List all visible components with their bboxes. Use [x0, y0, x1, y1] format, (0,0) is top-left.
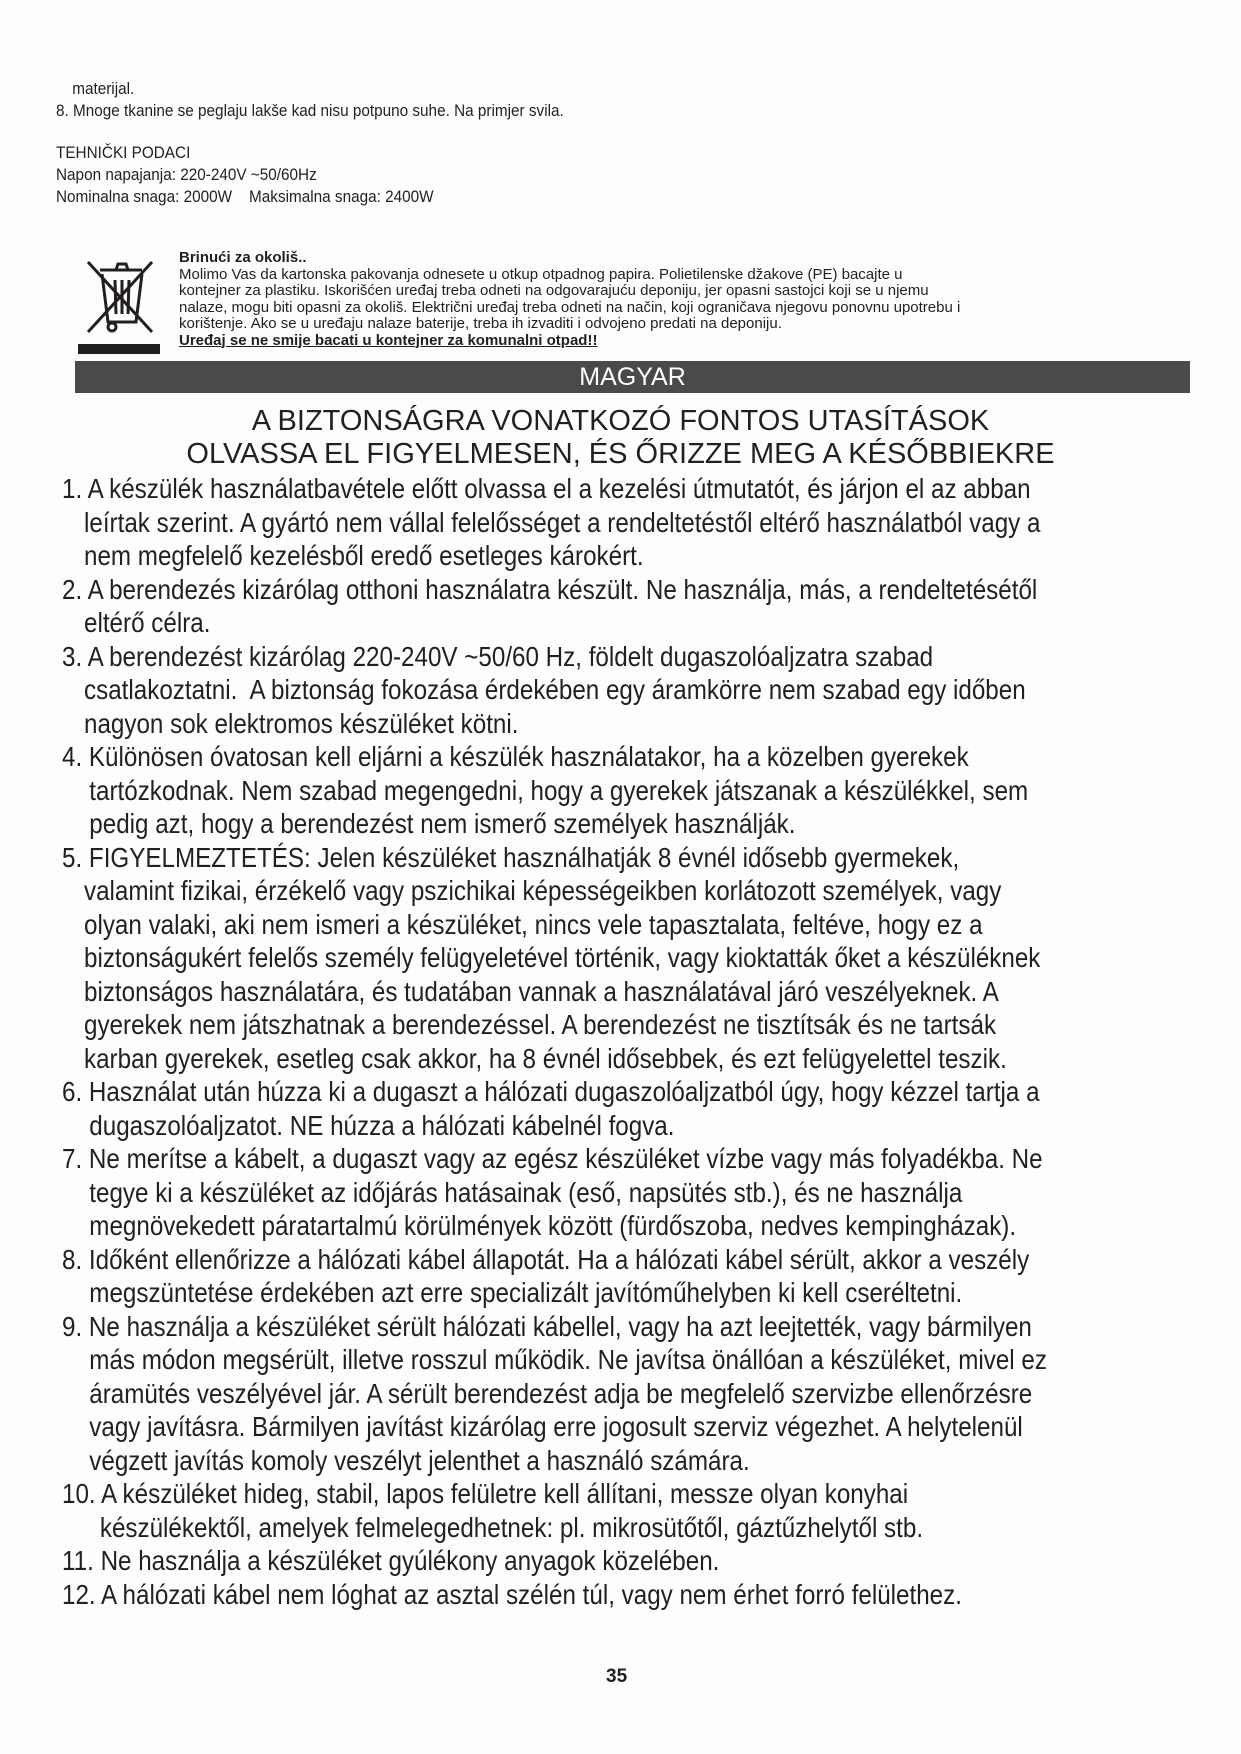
instruction-line: karban gyerekek, esetleg csak akkor, ha 8 évnél idősebbek, és ezt felügyelettel teszik.	[84, 1042, 1007, 1074]
environment-warning: Uređaj se ne smije bacati u kontejner za komunalni otpad!!	[179, 331, 598, 349]
tech-heading: TEHNIČKI PODACI	[56, 143, 191, 162]
instruction-line: tegye ki a készüléket az időjárás hatásainak (eső, napsütés stb.), és ne használja	[89, 1176, 963, 1208]
tech-voltage: Napon napajanja: 220-240V ~50/60Hz	[56, 165, 317, 184]
instruction-line: 8. Időként ellenőrizze a hálózati kábel állapotát. Ha a hálózati kábel sérült, akkor a veszély	[62, 1243, 1030, 1275]
text-line: materijal.	[72, 79, 135, 98]
instruction-line: valamint fizikai, érzékelő vagy pszichikai képességeikben korlátozott személyek, vagy	[84, 875, 1002, 906]
environment-line: kontejner za plastiku. Iskorišćen uređaj treba odneti na odgovarajuću deponiju, jer opasni sastojci koji se u njemu	[179, 282, 929, 299]
instruction-line: biztonságukért felelős személy felügyeletével történik, vagy kioktatták őket a készüléknek	[84, 942, 1041, 973]
instruction-line: 9. Ne használja a készüléket sérült hálózati kábellel, vagy ha azt leejtették, vagy bármilyen	[62, 1310, 1032, 1342]
instruction-line: tartózkodnak. Nem szabad megengedni, hogy a gyerekek játszanak a készülékkel, sem	[89, 774, 1029, 806]
instruction-line: csatlakoztatni. A biztonság fokozása érdekében egy áramkörre nem szabad egy időben	[84, 674, 1026, 705]
instruction-line: biztonságos használatára, és tudatában vannak a használatával járó veszélyeknek. A	[84, 975, 999, 1007]
instruction-line: 11. Ne használja a készüléket gyúlékony anyagok közelében.	[62, 1545, 720, 1576]
instruction-line: gyerekek nem játszhatnak a berendezéssel. A berendezést ne tisztítsák és ne tartsák	[84, 1009, 997, 1040]
instruction-line: eltérő célra.	[84, 607, 211, 638]
instruction-line: dugaszolóaljzatot. NE húzza a hálózati kábelnél fogva.	[89, 1109, 675, 1141]
environment-line: Molimo Vas da kartonska pakovanja odnesete u otkup otpadnog papira. Polietilenske džakove (PE) bacajte u	[179, 265, 903, 283]
tech-power: Nominalna snaga: 2000W Maksimalna snaga: 2400W	[56, 187, 434, 206]
environment-line: korištenje. Ako se u uređaju nalaze baterije, treba ih izvaditi i odvojeno predati na deponiju.	[179, 315, 782, 332]
language-section-bar: MAGYAR	[75, 361, 1190, 393]
instruction-line: megnövekedett páratartalmú körülmények között (fürdőszoba, nedves kempingházak).	[89, 1210, 1017, 1241]
instruction-line: 5. FIGYELMEZTETÉS: Jelen készüléket használhatják 8 évnél idősebb gyermekek,	[62, 841, 960, 873]
instruction-line: nem megfelelő kezelésből eredő esetleges károkért.	[84, 540, 644, 571]
instruction-line: 1. A készülék használatbavétele előtt olvassa el a kezelési útmutatót, és járjon el az abban	[62, 473, 1031, 504]
instruction-line: 7. Ne merítse a kábelt, a dugaszt vagy az egész készüléket vízbe vagy más folyadékba. Ne	[62, 1143, 1043, 1174]
safety-title: A BIZTONSÁGRA VONATKOZÓ FONTOS UTASÍTÁSOK	[251, 405, 990, 437]
croatian-text-block	[56, 78, 1073, 208]
text-line: 8. Mnoge tkanine se peglaju lakše kad nisu potpuno suhe. Na primjer svila.	[56, 101, 564, 120]
instruction-line: olyan valaki, aki nem ismeri a készüléket, nincs vele tapasztalata, feltéve, hogy ez a	[84, 908, 983, 940]
safety-instructions-list	[62, 472, 1192, 1611]
environment-heading: Brinući za okoliš..	[179, 250, 307, 266]
safety-subtitle: OLVASSA EL FIGYELMESEN, ÉS ŐRIZZE MEG A KÉSŐBBIEKRE	[186, 438, 1055, 470]
instruction-line: áramütés veszélyével jár. A sérült berendezést adja be megfelelő szervizbe ellenőrzésre	[89, 1377, 1033, 1409]
instruction-line: 4. Különösen óvatosan kell eljárni a készülék használatakor, ha a közelben gyerekek	[62, 741, 969, 772]
instruction-line: 10. A készüléket hideg, stabil, lapos felületre kell állítani, messze olyan konyhai	[62, 1478, 909, 1509]
instruction-line: 6. Használat után húzza ki a dugaszt a hálózati dugaszolóaljzatból úgy, hogy kézzel tartja a	[62, 1076, 1040, 1107]
instruction-line: más módon megsérült, illetve rosszul működik. Ne javítsa önállóan a készüléket, mivel ez	[89, 1344, 1047, 1375]
instruction-line: 12. A hálózati kábel nem lóghat az asztal szélén túl, vagy nem érhet forró felülethez.	[62, 1578, 962, 1610]
instruction-line: 3. A berendezést kizárólag 220-240V ~50/60 Hz, földelt dugaszolóaljzatra szabad	[62, 640, 934, 672]
environment-line: nalaze, mogu biti opasni za okoliš. Električni uređaj treba odneti na način, koji ograničava njegovu ponovnu upotrebu i	[179, 298, 961, 316]
crossed-out-wheelie-bin-icon	[78, 256, 160, 356]
instruction-line: nagyon sok elektromos készüléket kötni.	[84, 707, 519, 739]
instruction-line: leírtak szerint. A gyártó nem vállal felelősséget a rendeltetéstől eltérő használatból vagy a	[84, 506, 1041, 538]
instruction-line: végzett javítás komoly veszélyt jelenthet a használó számára.	[89, 1444, 750, 1476]
instruction-line: pedig azt, hogy a berendezést nem ismerő személyek használják.	[89, 808, 796, 839]
instruction-line: megszüntetése érdekében azt erre specializált javítóműhelyben ki kell cseréltetni.	[89, 1277, 963, 1308]
environment-notice	[78, 250, 1190, 358]
page-number: 35	[606, 1666, 628, 1687]
instruction-line: 2. A berendezés kizárólag otthoni használatra készült. Ne használja, más, a rendeltetésétől	[62, 573, 1038, 605]
instruction-line: vagy javításra. Bármilyen javítást kizárólag erre jogosult szerviz végezhet. A helytelenül	[89, 1411, 1023, 1442]
instruction-line: készülékektől, amelyek felmelegedhetnek: pl. mikrosütőtől, gáztűzhelytől stb.	[99, 1511, 924, 1543]
